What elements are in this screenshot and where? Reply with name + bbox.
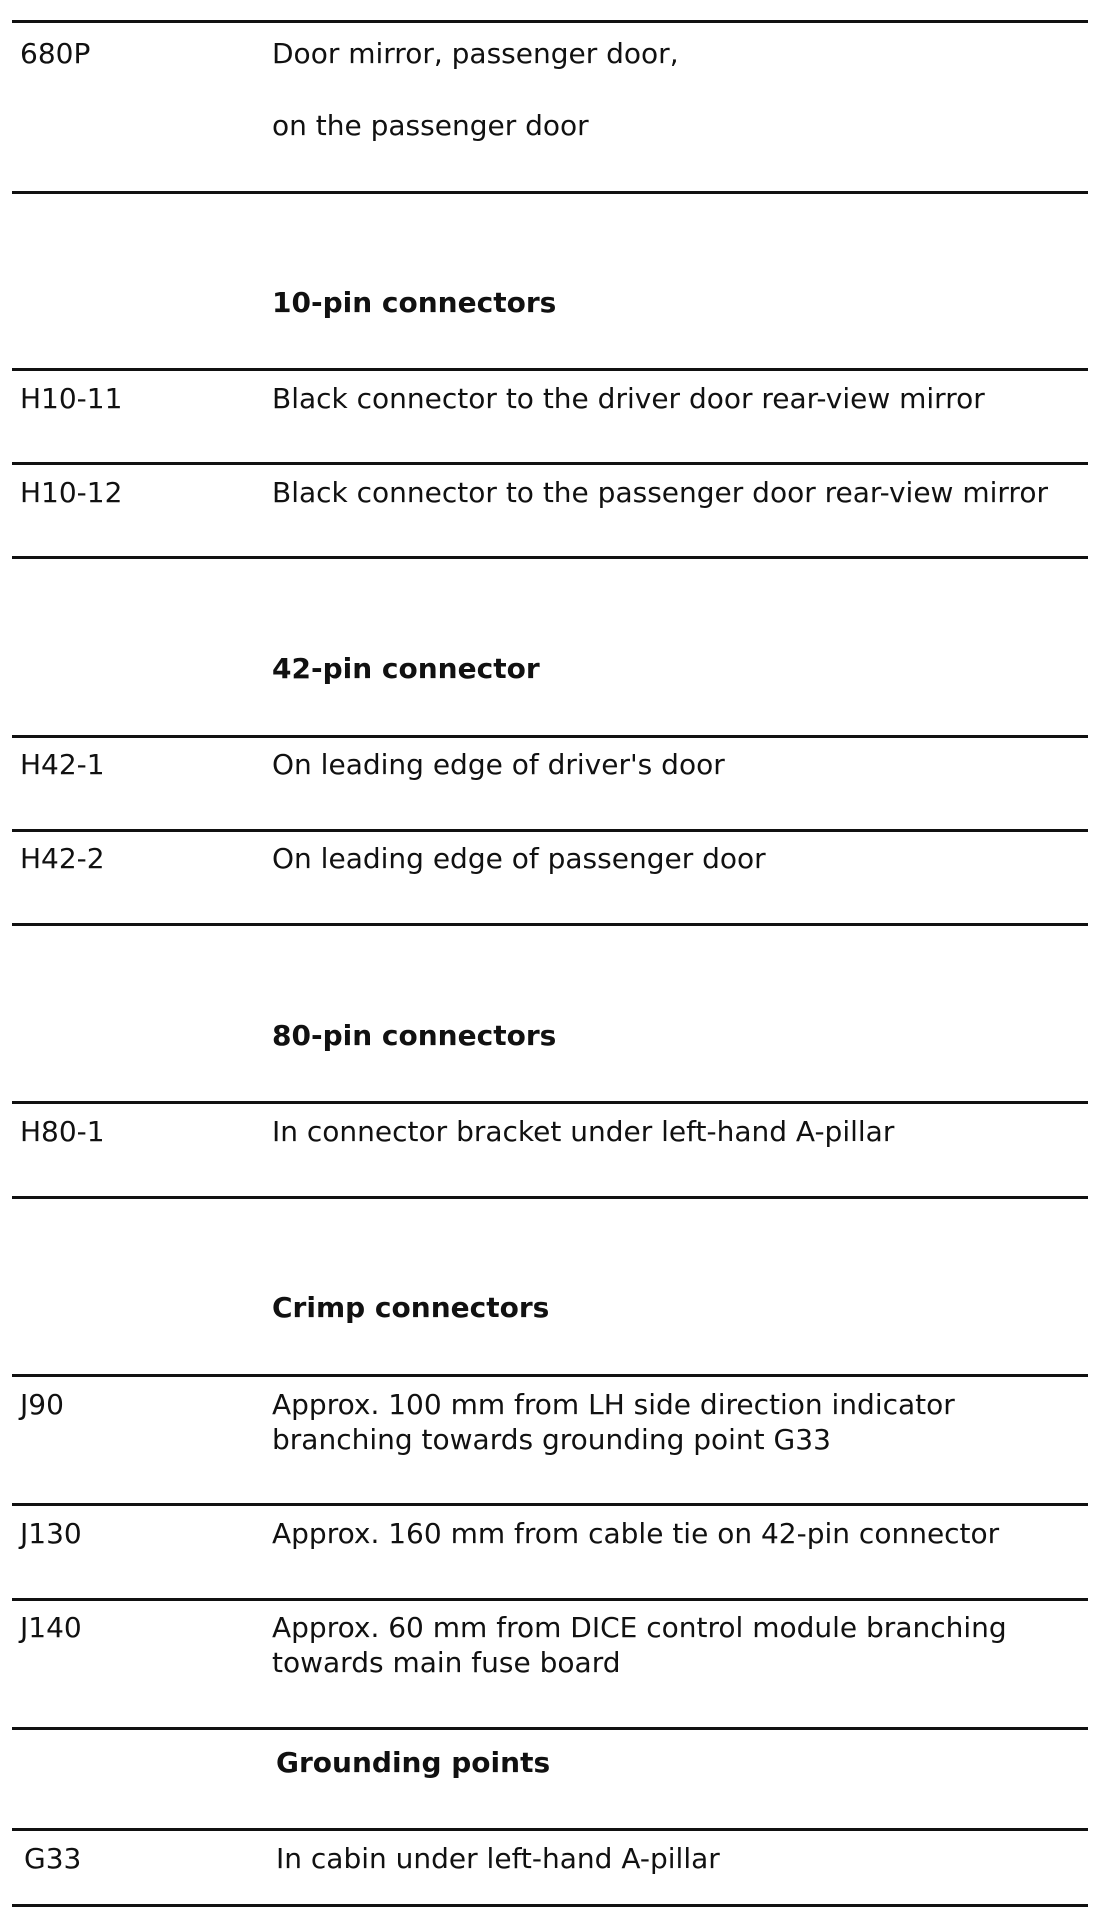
component-code: J140	[20, 1611, 82, 1644]
section-heading: Crimp connectors	[272, 1291, 550, 1324]
component-code: H10-12	[20, 476, 123, 509]
section-heading: Grounding points	[276, 1746, 551, 1779]
table-rule	[12, 829, 1088, 832]
component-description: Black connector to the passenger door rear-view mirror	[272, 476, 1048, 509]
table-rule	[12, 556, 1088, 559]
component-description: In cabin under left-hand A-pillar	[276, 1842, 720, 1875]
component-description: Approx. 160 mm from cable tie on 42-pin connector	[272, 1517, 1000, 1550]
table-rule	[12, 1727, 1088, 1730]
component-description: Door mirror, passenger door,	[272, 37, 679, 70]
table-rule	[12, 20, 1088, 23]
component-description: Black connector to the driver door rear-view mirror	[272, 382, 985, 415]
section-heading: 10-pin connectors	[272, 286, 557, 319]
component-description: Approx. 100 mm from LH side direction indicator	[272, 1388, 955, 1421]
component-code: H80-1	[20, 1115, 105, 1148]
component-description: Approx. 60 mm from DICE control module branching	[272, 1611, 1007, 1644]
table-rule	[12, 1503, 1088, 1506]
table-rule	[12, 735, 1088, 738]
component-code: J90	[20, 1388, 64, 1421]
table-rule	[12, 462, 1088, 465]
component-code: H10-11	[20, 382, 123, 415]
component-description: towards main fuse board	[272, 1646, 621, 1679]
table-rule	[12, 191, 1088, 194]
table-rule	[12, 368, 1088, 371]
table-rule	[12, 923, 1088, 926]
component-code: G33	[24, 1842, 82, 1875]
section-heading: 42-pin connector	[272, 652, 540, 685]
table-rule	[12, 1374, 1088, 1377]
table-rule	[12, 1828, 1088, 1831]
section-heading: 80-pin connectors	[272, 1019, 557, 1052]
component-code: 680P	[20, 37, 91, 70]
component-description: In connector bracket under left-hand A-pillar	[272, 1115, 895, 1148]
table-rule	[12, 1904, 1088, 1907]
component-code: H42-1	[20, 748, 105, 781]
table-rule	[12, 1196, 1088, 1199]
table-rule	[12, 1101, 1088, 1104]
table-rule	[12, 1598, 1088, 1601]
component-code: J130	[20, 1517, 82, 1550]
component-description: branching towards grounding point G33	[272, 1423, 831, 1456]
component-description: On leading edge of driver's door	[272, 748, 725, 781]
component-description: on the passenger door	[272, 109, 589, 142]
component-description: On leading edge of passenger door	[272, 842, 766, 875]
component-code: H42-2	[20, 842, 105, 875]
